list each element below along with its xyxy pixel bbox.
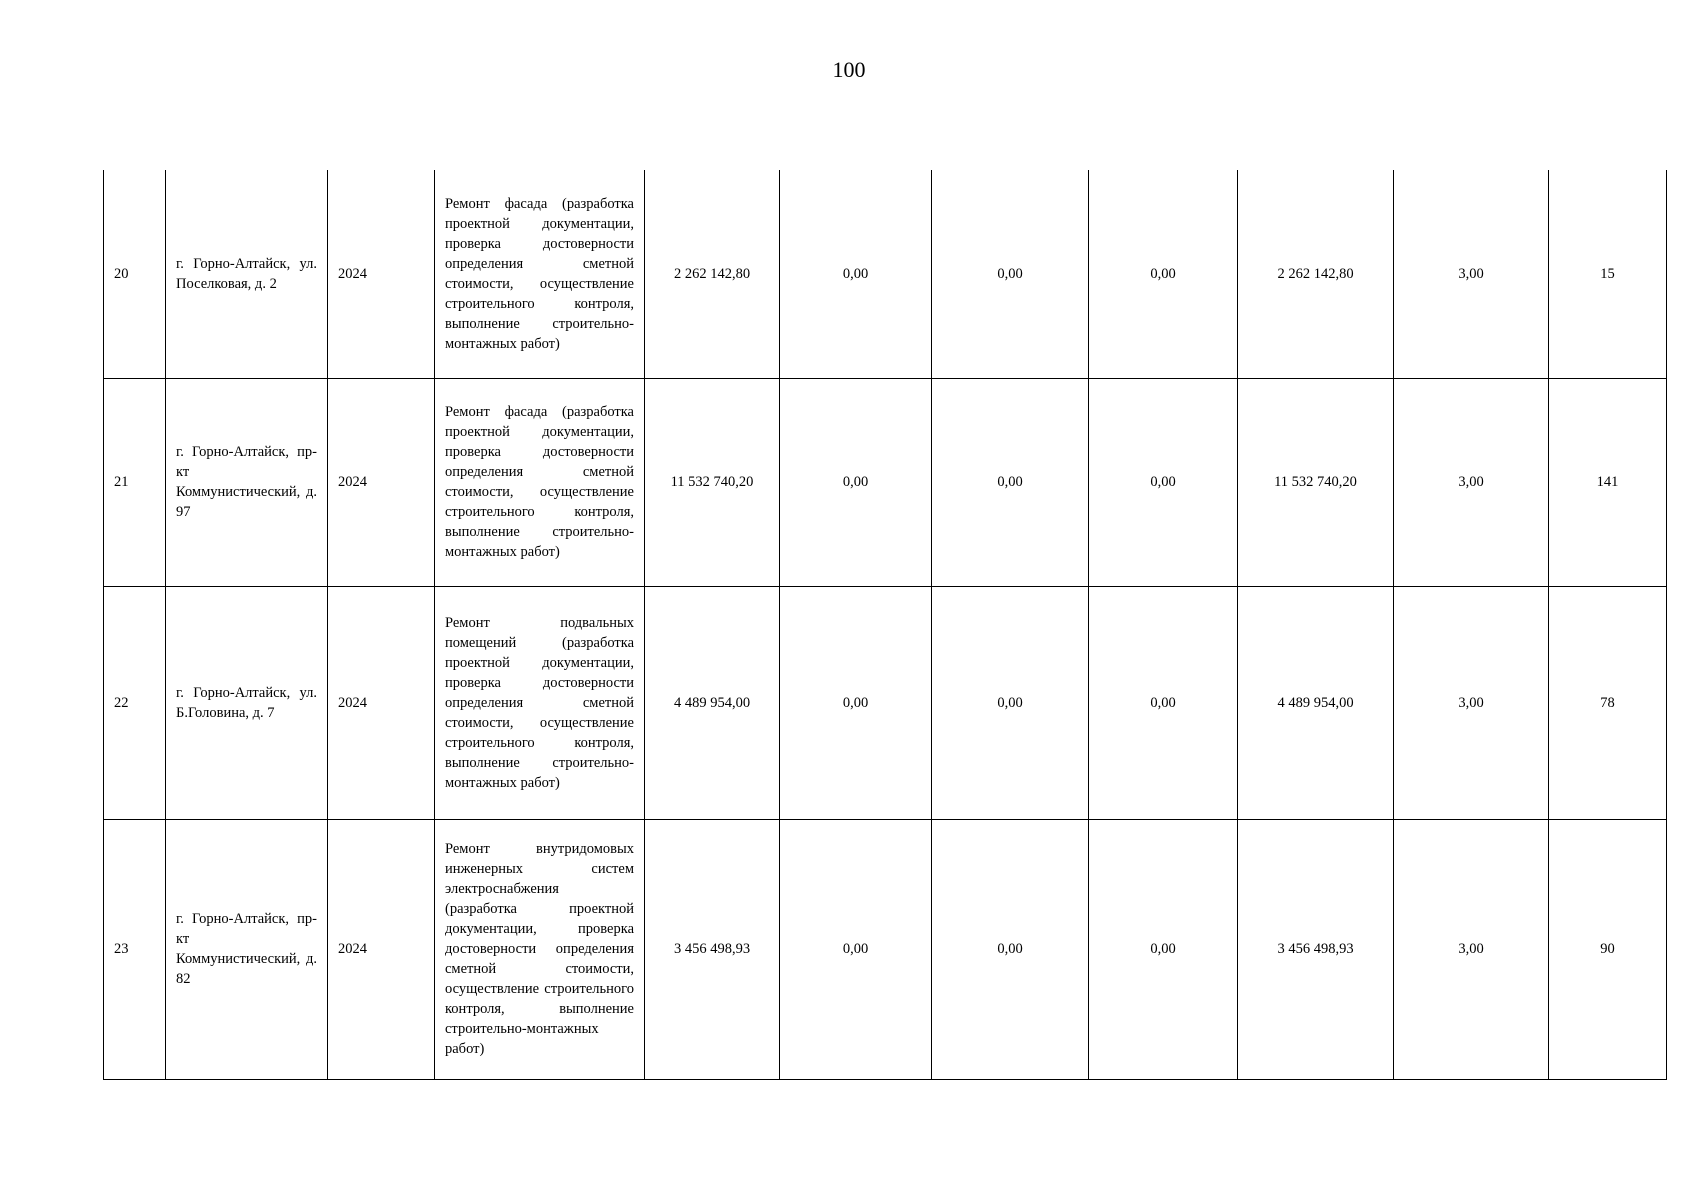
value-cell: 0,00 (1089, 819, 1238, 1079)
value-cell: 0,00 (780, 378, 932, 586)
value-cell: 0,00 (1089, 378, 1238, 586)
table-row (104, 378, 1667, 586)
rate-cell: 3,00 (1394, 378, 1549, 586)
work-description-cell: Ремонт фасада (разработка проектной документации, проверка достоверности определения сметной стоимости, осуществление строительного контроля, выполнение строительно-монтажных работ) (435, 170, 645, 378)
work-description-cell: Ремонт подвальных помещений (разработка проектной документации, проверка достоверности определения сметной стоимости, осуществление строительного контроля, выполнение строительно-монтажных работ) (435, 586, 645, 819)
value-cell: 4 489 954,00 (1238, 586, 1394, 819)
value-cell: 3 456 498,93 (1238, 819, 1394, 1079)
total-cost-cell: 2 262 142,80 (645, 170, 780, 378)
address-cell: г. Горно-Алтайск, пр-кт Коммунистический, д. 97 (166, 378, 328, 586)
total-cost-cell: 11 532 740,20 (645, 378, 780, 586)
address-cell: г. Горно-Алтайск, ул. Поселковая, д. 2 (166, 170, 328, 378)
address-cell: г. Горно-Алтайск, пр-кт Коммунистический, д. 82 (166, 819, 328, 1079)
value-cell: 0,00 (780, 819, 932, 1079)
year-cell: 2024 (328, 586, 435, 819)
value-cell: 0,00 (1089, 586, 1238, 819)
year-cell: 2024 (328, 378, 435, 586)
table-row (104, 586, 1667, 819)
address-cell: г. Горно-Алтайск, ул. Б.Головина, д. 7 (166, 586, 328, 819)
table-row (104, 819, 1667, 1079)
count-cell: 141 (1549, 378, 1667, 586)
rate-cell: 3,00 (1394, 586, 1549, 819)
year-cell: 2024 (328, 170, 435, 378)
rate-cell: 3,00 (1394, 819, 1549, 1079)
page-number: 100 (832, 57, 866, 82)
year-cell: 2024 (328, 819, 435, 1079)
value-cell: 11 532 740,20 (1238, 378, 1394, 586)
count-cell: 90 (1549, 819, 1667, 1079)
value-cell: 0,00 (932, 378, 1089, 586)
work-description-cell: Ремонт внутридомовых инженерных систем электроснабжения (разработка проектной документации, проверка достоверности определения сметной стоимости, осуществление строительного контроля, выполнение строительно-монтажных работ) (435, 819, 645, 1079)
row-number: 23 (104, 819, 166, 1079)
value-cell: 0,00 (932, 170, 1089, 378)
count-cell: 78 (1549, 586, 1667, 819)
row-number: 20 (104, 170, 166, 378)
table-row (104, 170, 1667, 378)
row-number: 22 (104, 586, 166, 819)
total-cost-cell: 3 456 498,93 (645, 819, 780, 1079)
value-cell: 0,00 (780, 586, 932, 819)
value-cell: 0,00 (932, 586, 1089, 819)
value-cell: 0,00 (1089, 170, 1238, 378)
value-cell: 0,00 (932, 819, 1089, 1079)
work-description-cell: Ремонт фасада (разработка проектной документации, проверка достоверности определения сметной стоимости, осуществление строительного контроля, выполнение строительно-монтажных работ) (435, 378, 645, 586)
works-table (103, 170, 1667, 1080)
row-number: 21 (104, 378, 166, 586)
value-cell: 2 262 142,80 (1238, 170, 1394, 378)
rate-cell: 3,00 (1394, 170, 1549, 378)
count-cell: 15 (1549, 170, 1667, 378)
total-cost-cell: 4 489 954,00 (645, 586, 780, 819)
value-cell: 0,00 (780, 170, 932, 378)
